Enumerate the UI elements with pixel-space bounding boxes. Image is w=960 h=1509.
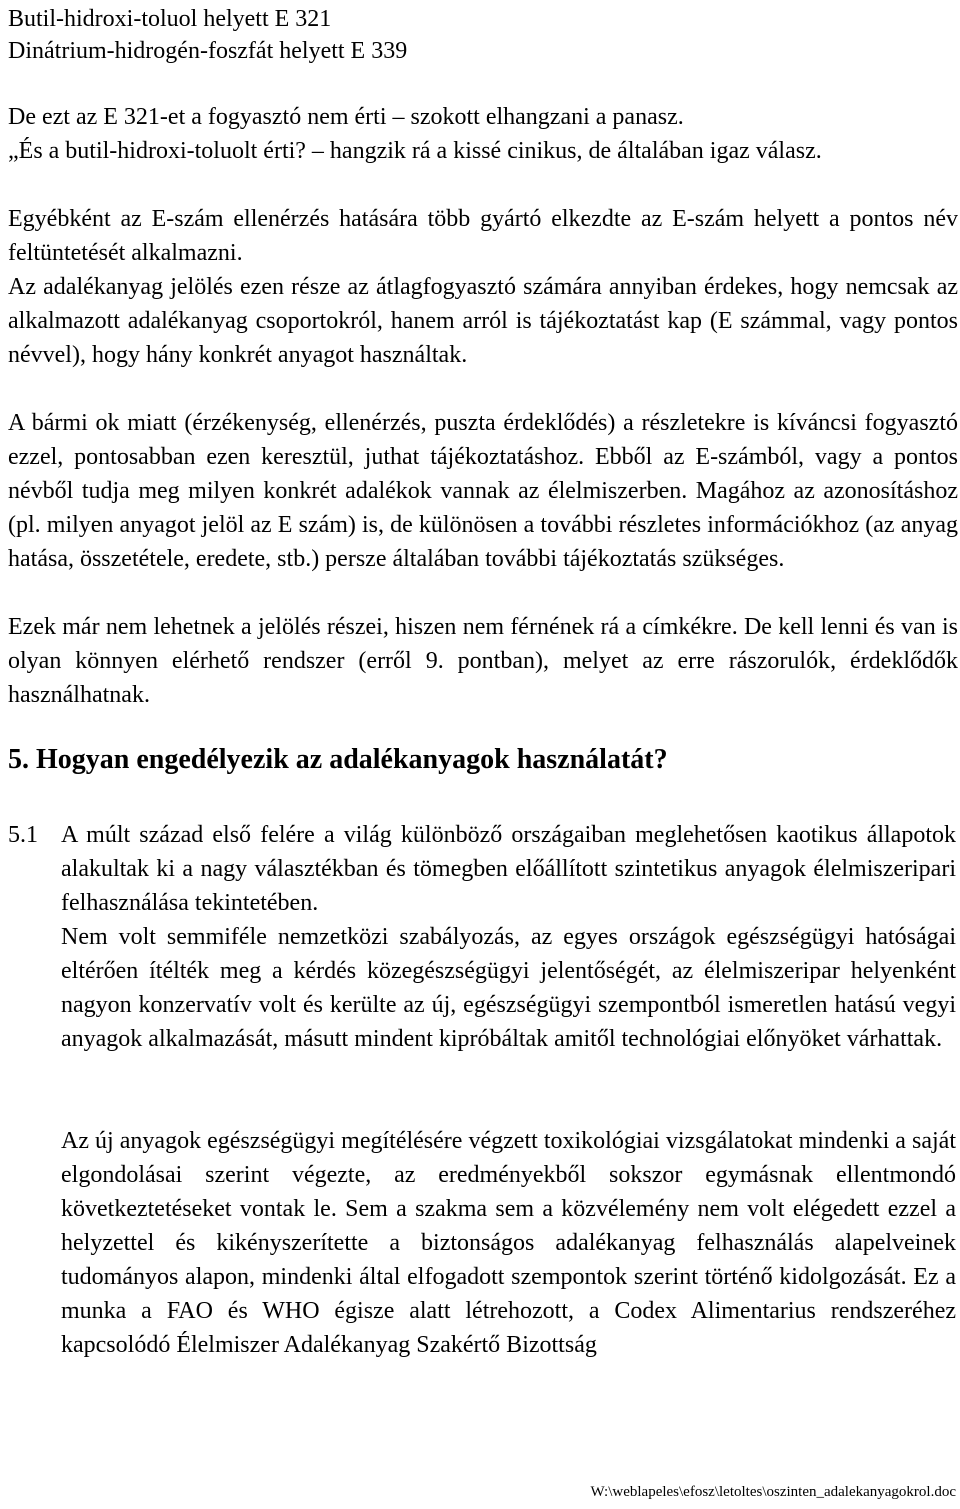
paragraph-2: „És a butil-hidroxi-toluolt érti? – hangzik rá a kissé cinikus, de általában igaz válasz.	[8, 138, 822, 164]
section-number: 5.1	[8, 822, 38, 848]
footer-file-path: W:\weblapeles\efosz\letoltes\oszinten_adalekanyagokrol.doc	[590, 1484, 956, 1500]
intro-line-2: Dinátrium-hidrogén-foszfát helyett E 339	[8, 38, 408, 64]
paragraph-4: Az adalékanyag jelölés ezen része az átlagfogyasztó számára annyiban érdekes, hogy nemcsak az alkalmazott adalékanyag csoportokról, hanem arról is tájékoztatást kap (E számmal, vagy pontos névvel), hogy hány konkrét anyagot használtak.	[8, 274, 958, 368]
section-paragraph-2: Nem volt semmiféle nemzetközi szabályozás, az egyes országok egészségügyi hatóságai eltérően ítélték meg a kérdés közegészségügyi jelentőségét, az élelmiszeripar helyenként nagyon konzervatív volt és kerülte az új, egészségügyi szempontból ismeretlen hatású vegyi anyagok alkalmazását, másutt mindent kipróbáltak amitől technológiai előnyöket várhattak.	[61, 924, 956, 1052]
intro-line-1: Butil-hidroxi-toluol helyett E 321	[8, 6, 332, 32]
paragraph-3: Egyébként az E-szám ellenérzés hatására több gyártó elkezdte az E-szám helyett a pontos név feltüntetését alkalmazni.	[8, 206, 958, 266]
paragraph-1: De ezt az E 321-et a fogyasztó nem érti – szokott elhangzani a panasz.	[8, 104, 684, 130]
section-paragraph-1: A múlt század első felére a világ különböző országaiban meglehetősen kaotikus állapotok alakultak ki a nagy választékban és tömegben előállított szintetikus anyagok élelmiszeripari felhasználása tekintetében.	[61, 822, 956, 916]
paragraph-6: Ezek már nem lehetnek a jelölés részei, hiszen nem férnének rá a címkékre. De kell lenni és van is olyan könnyen elérhető rendszer (erről 9. pontban), melyet az erre rászorulók, érdeklődők használhatnak.	[8, 614, 958, 708]
section-heading: 5. Hogyan engedélyezik az adalékanyagok használatát?	[8, 744, 668, 775]
section-paragraph-3: Az új anyagok egészségügyi megítélésére végzett toxikológiai vizsgálatokat mindenki a saját elgondolásai szerint végezte, az eredményekből sokszor egymásnak ellentmondó következtetéseket vontak le. Sem a szakma sem a közvélemény nem volt elégedett ezzel a helyzettel és kikényszerítette a biztonságos adalékanyag felhasználás alapelveinek tudományos alapon, mindenki által elfogadott szempontok szerint történő kidolgozását. Ez a munka a FAO és WHO égisze alatt létrehozott, a Codex Alimentarius rendszeréhez kapcsolódó Élelmiszer Adalékanyag Szakértő Bizottság	[61, 1128, 956, 1358]
paragraph-5: A bármi ok miatt (érzékenység, ellenérzés, puszta érdeklődés) a részletekre is kíváncsi fogyasztó ezzel, pontosabban ezen keresztül, juthat tájékoztatáshoz. Ebből az E-számból, vagy a pontos névből tudja meg milyen konkrét adalékok vannak az élelmiszerben. Magához az azonosításhoz (pl. milyen anyagot jelöl az E szám) is, de különösen a további részletes információkhoz (az anyag hatása, összetétele, eredete, stb.) persze általában további tájékoztatás szükséges.	[8, 410, 958, 572]
